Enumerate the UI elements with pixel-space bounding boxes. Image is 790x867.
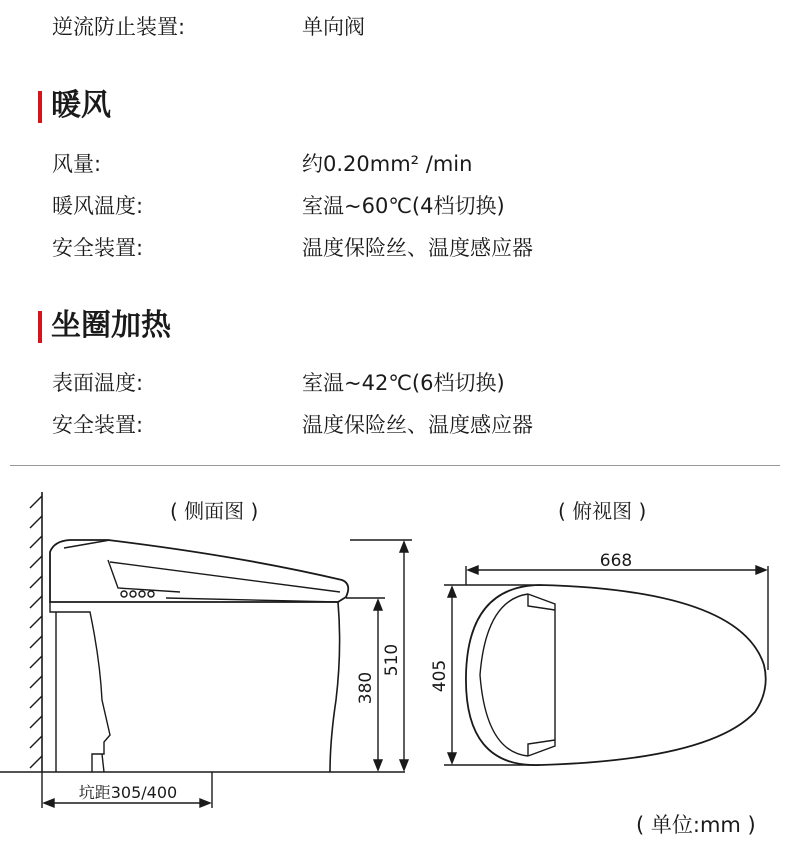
spec-label: 风量: bbox=[52, 152, 102, 176]
spec-value: 约0.20mm² /min bbox=[302, 152, 473, 176]
top-view-caption: ( 俯视图 ) bbox=[558, 499, 647, 523]
width-668-dimension bbox=[466, 566, 768, 670]
wall-hatch bbox=[30, 492, 42, 772]
spec-value: 室温~42℃(6档切换) bbox=[302, 371, 505, 395]
dim-668-label: 668 bbox=[599, 551, 633, 571]
section-title: 坐圈加热 bbox=[51, 308, 171, 343]
height-510-dimension bbox=[350, 540, 412, 770]
section-title: 暖风 bbox=[51, 88, 111, 123]
spec-value: 温度保险丝、温度感应器 bbox=[302, 413, 533, 437]
side-view-caption: ( 侧面图 ) bbox=[170, 499, 259, 523]
spec-label: 安全装置: bbox=[52, 413, 144, 437]
spec-value: 室温~60℃(4档切换) bbox=[302, 194, 505, 218]
dim-405-label: 405 bbox=[430, 659, 450, 693]
spec-label: 表面温度: bbox=[52, 371, 144, 395]
depth-405-dimension bbox=[444, 585, 540, 765]
spec-label: 逆流防止装置: bbox=[52, 15, 186, 39]
spec-value: 温度保险丝、温度感应器 bbox=[302, 236, 533, 260]
dim-510-label: 510 bbox=[382, 643, 402, 677]
dim-380-label: 380 bbox=[356, 671, 376, 705]
dim-pit-label: 坑距305/400 bbox=[78, 783, 178, 802]
spec-value: 单向阀 bbox=[302, 15, 365, 39]
side-view-toilet bbox=[50, 540, 348, 772]
top-view-toilet bbox=[466, 585, 766, 765]
unit-note: ( 单位:mm ) bbox=[636, 813, 756, 837]
spec-label: 暖风温度: bbox=[52, 194, 144, 218]
spec-label: 安全装置: bbox=[52, 236, 144, 260]
